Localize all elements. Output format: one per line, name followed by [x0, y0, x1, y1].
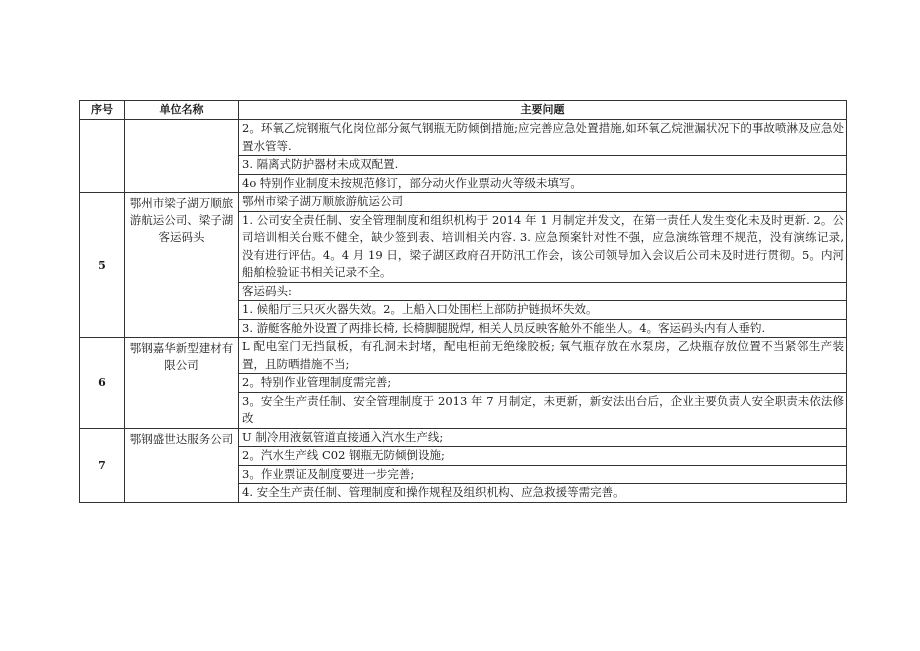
issue-line: 3。作业票证及制度要进一步完善; [239, 466, 846, 485]
issue-line: 鄂州市梁子湖万顺旅游航运公司 [239, 193, 846, 212]
row-unit: 鄂钢嘉华新型建材有限公司 [125, 338, 239, 429]
row-unit [125, 120, 239, 193]
issue-line: 客运码头: [239, 283, 846, 302]
issue-line: 2。特别作业管理制度需完善; [239, 374, 846, 393]
row-unit: 鄂钢盛世达服务公司 [125, 428, 239, 502]
header-unit: 单位名称 [125, 101, 239, 120]
issue-line: 3. 游艇客舱外设置了两排长椅, 长椅脚腿脱焊, 相关人员反映客舱外不能坐人。4。客运码头内有人垂钓. [242, 320, 766, 335]
table-header-row [80, 101, 847, 120]
table-row [80, 428, 847, 502]
row-number [80, 120, 125, 193]
table-row [80, 120, 847, 193]
header-issues: 主要问题 [239, 101, 847, 120]
issue-line: 3. 隔离式防护器材未成双配置. [239, 156, 846, 175]
issue-line: 4. 安全生产责任制、管理制度和操作规程及组织机构、应急救援等需完善。 [242, 485, 625, 499]
issue-line: 1. 公司安全责任制、安全管理制度和组织机构于 2014 年 1 月制定并发文，在第一责任人发生变化未及时更新. 2。公司培训相关台账不健全，缺少签到表、培训相关内容. 3. 应急预案针对性不强，应急演练管理不规范，没有演练记录, 没有进行评估。4。4 月 19 日，梁子湖区政府召开防汛工作会，该公司领导加入会议后公司未及时进行贯彻。5。内河船舶检验证书相关记录不全。 [239, 212, 846, 283]
row-number: 7 [80, 428, 125, 502]
issue-line: 4o 特别作业制度未按规范修订，部分动火作业票动火等级未填写。 [242, 175, 582, 190]
table-row [80, 193, 847, 338]
issue-line: U 制冷用液氨管道直接通入汽水生产线; [239, 429, 846, 448]
table-row [80, 338, 847, 429]
issue-line: 3。安全生产责任制、安全管理制度于 2013 年 7 月制定，未更新，新安法出台后，企业主要负责人安全职责未依法修改 [242, 393, 844, 425]
row-issues [239, 120, 847, 193]
header-number: 序号 [80, 101, 125, 120]
issue-line: 2。汽水生产线 C02 钢瓶无防倾倒设施; [239, 447, 846, 466]
row-issues [239, 338, 847, 429]
row-issues [239, 428, 847, 502]
issue-line: 1. 候船厅三只灭火器失效。2。上船入口处围栏上部防护链损坏失效。 [239, 301, 846, 320]
issue-line: 2。环氧乙烷钢瓶气化岗位部分氮气钢瓶无防倾倒措施;应完善应急处置措施,如环氧乙烷泄漏状况下的事故喷淋及应急处置水管等. [239, 120, 846, 156]
row-issues [239, 193, 847, 338]
row-number: 5 [80, 193, 125, 338]
issues-table [79, 100, 847, 503]
row-unit: 鄂州市梁子湖万顺旅游航运公司、梁子湖客运码头 [125, 193, 239, 338]
issue-line: L 配电室门无挡鼠板，有孔洞未封堵，配电柜前无绝缘胶板; 氧气瓶存放在水泵房，乙炔瓶存放位置不当紧邻生产装置，且防晒措施不当; [239, 338, 846, 374]
row-number: 6 [80, 338, 125, 429]
